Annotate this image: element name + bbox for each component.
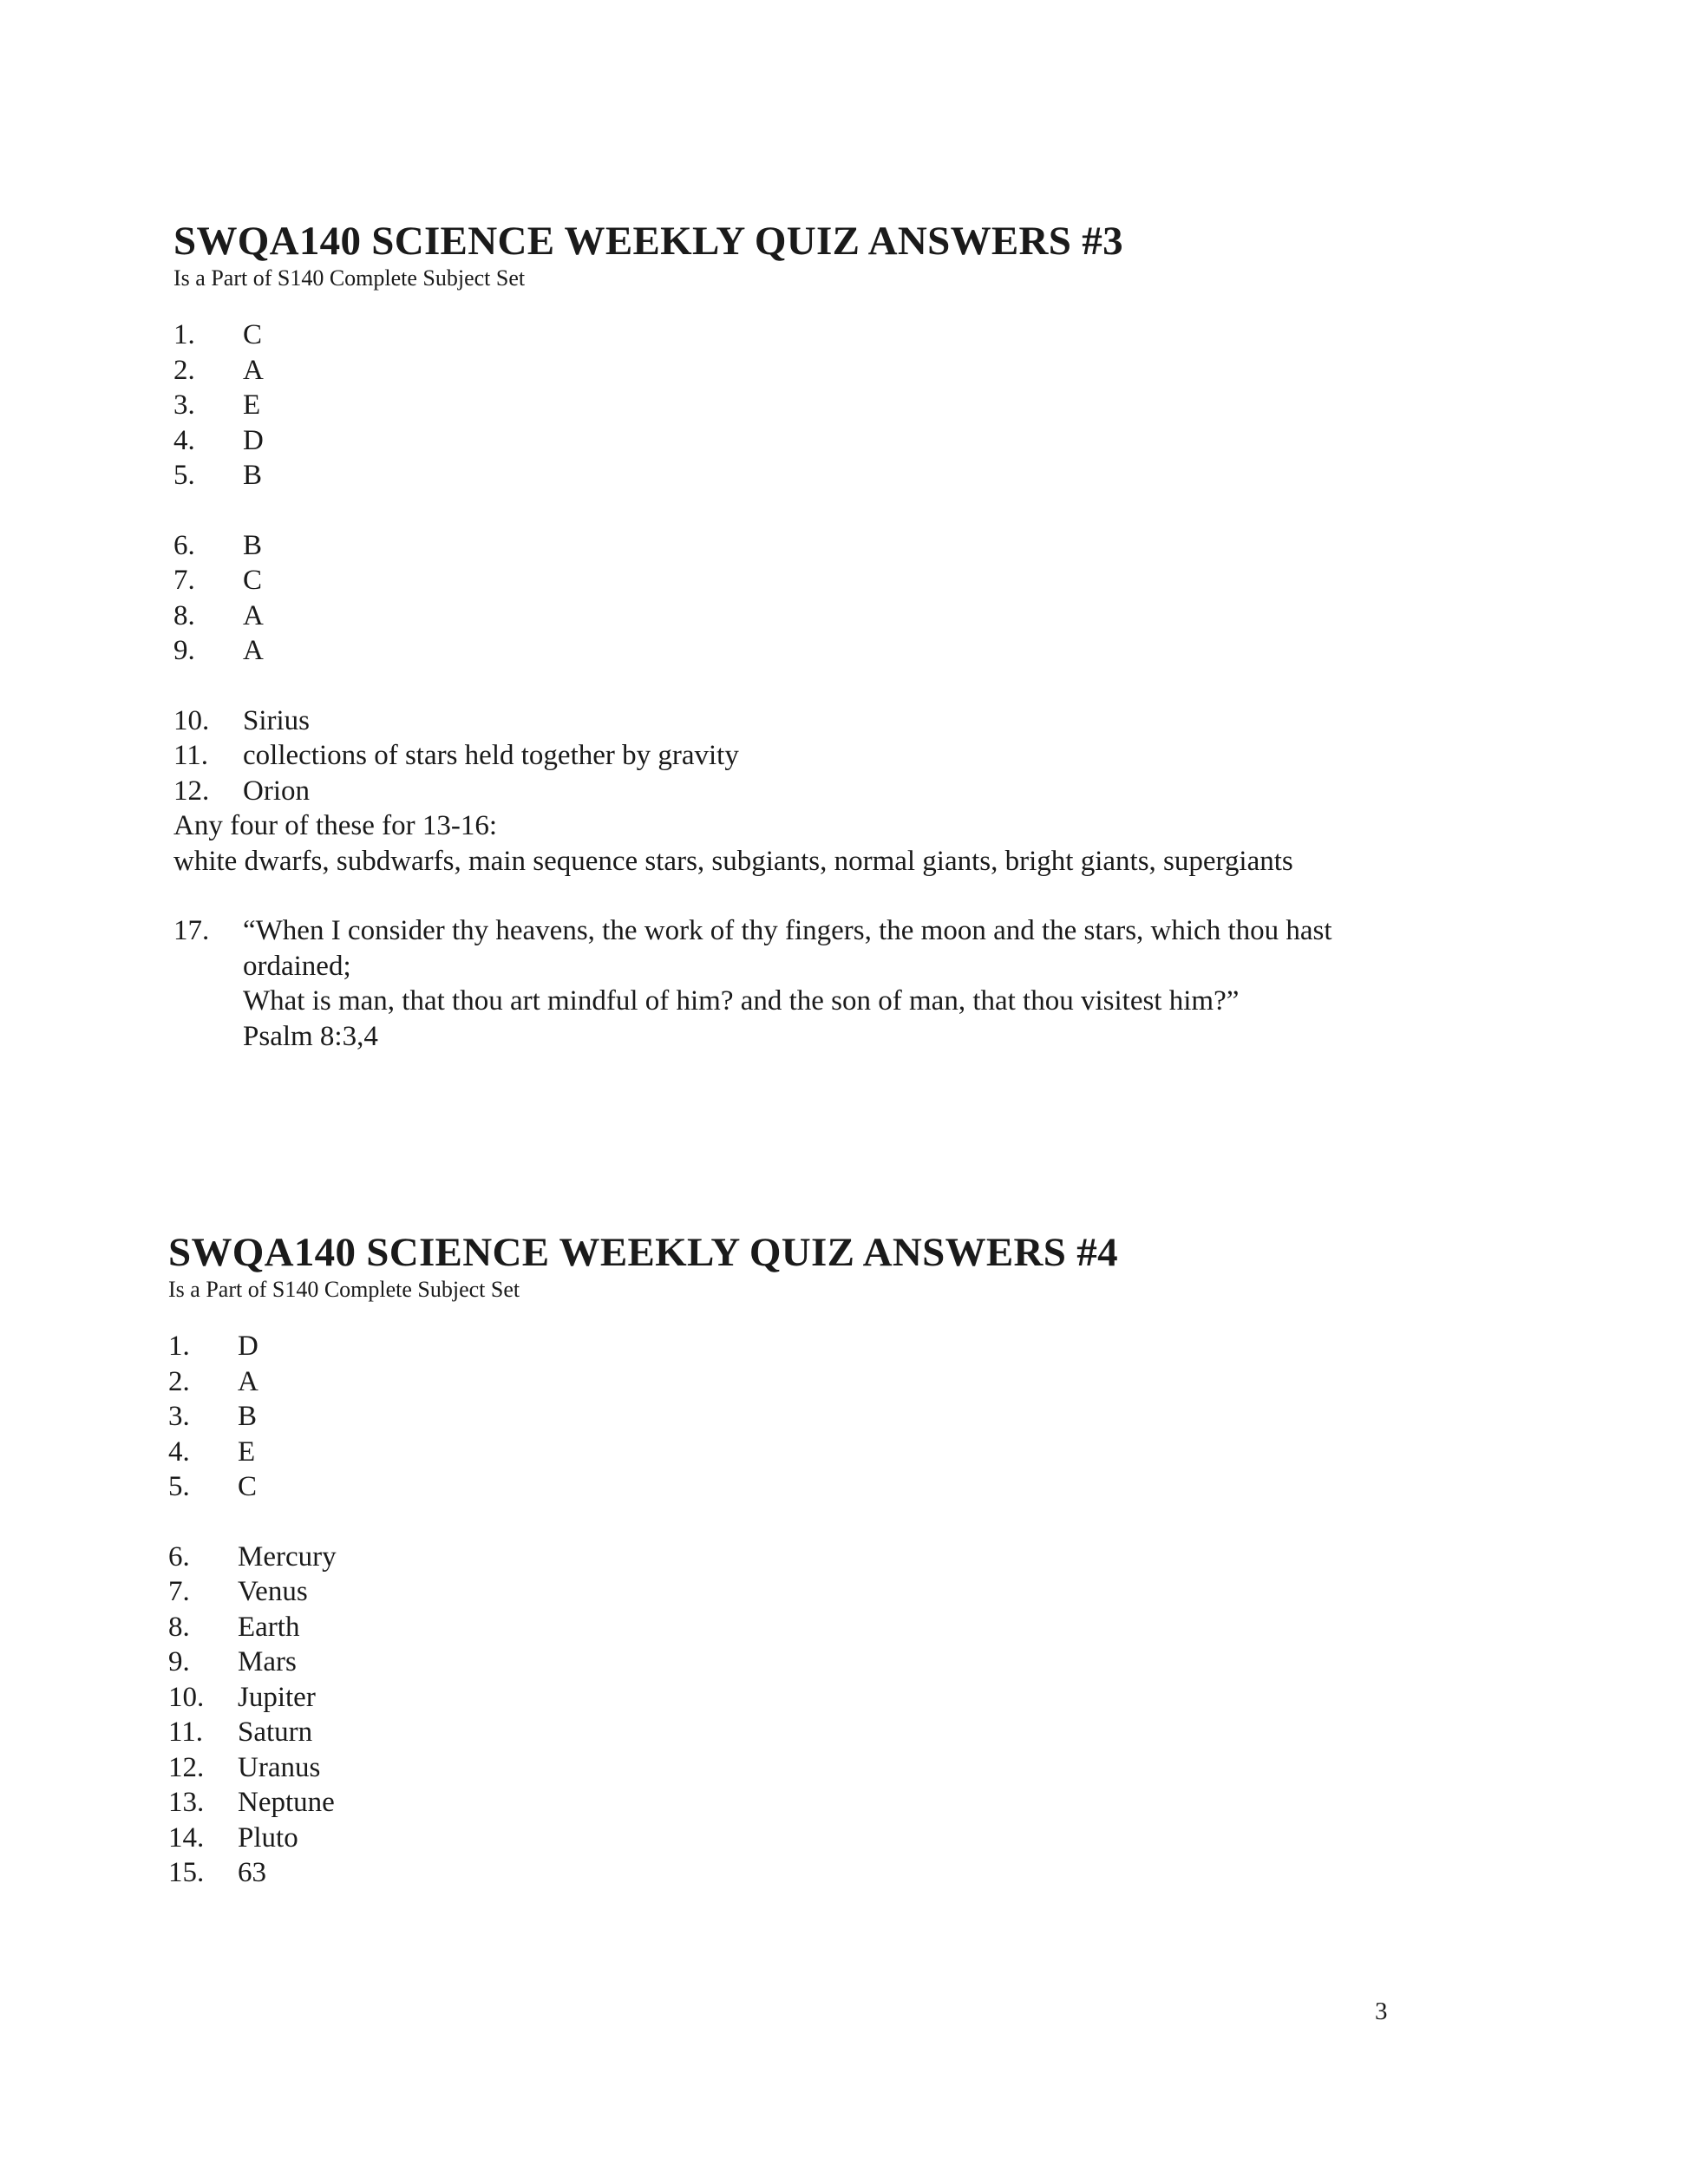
answer-row (173, 317, 1688, 353)
answer-number: 14. (168, 1821, 205, 1854)
answer-row (168, 1610, 1688, 1645)
answer-text: A (243, 599, 264, 631)
quiz-3-note: Any four of these for 13-16: (173, 810, 497, 841)
answer-number: 10. (173, 704, 210, 736)
quiz-3-answers-10-12 (173, 703, 1688, 809)
quote-line-2: What is man, that thou art mindful of him? and the son of man, that thou visitest him?” (243, 985, 1240, 1017)
answer-row (168, 1540, 1688, 1575)
page-number: 3 (1375, 1998, 1388, 2025)
answer-number: 7. (168, 1576, 190, 1607)
answer-number: 1. (173, 319, 195, 350)
quiz-3-subtitle: Is a Part of S140 Complete Subject Set (173, 265, 526, 291)
quiz-4-title: SWQA140 SCIENCE WEEKLY QUIZ ANSWERS #4 (168, 1230, 1118, 1275)
answer-text: Uranus (238, 1751, 321, 1783)
answer-row (173, 458, 1688, 494)
answer-number: 12. (168, 1751, 205, 1783)
answer-row (168, 1399, 1688, 1435)
answer-number: 5. (173, 460, 195, 491)
answer-row (168, 1715, 1688, 1750)
answer-row (168, 1680, 1688, 1716)
answer-row (173, 353, 1688, 389)
answer-row (168, 1329, 1688, 1364)
answer-number: 15. (168, 1857, 205, 1888)
answer-text: B (238, 1401, 258, 1432)
answer-text: Earth (238, 1611, 300, 1643)
answer-number: 6. (168, 1540, 190, 1573)
answer-text: Jupiter (238, 1681, 316, 1713)
quiz-4-section (0, 1228, 1688, 1891)
quiz-3-title: SWQA140 SCIENCE WEEKLY QUIZ ANSWERS #3 (173, 219, 1123, 264)
answer-number: 13. (168, 1787, 205, 1818)
quote-reference: Psalm 8:3,4 (243, 1020, 378, 1052)
quiz-4-answers-6-15 (168, 1540, 1688, 1891)
quiz-4-subtitle: Is a Part of S140 Complete Subject Set (168, 1277, 520, 1302)
answer-text: Neptune (238, 1787, 335, 1818)
answer-number: 3. (173, 389, 195, 421)
answer-number: 8. (168, 1611, 190, 1643)
answer-text: Pluto (238, 1821, 298, 1854)
answer-text: Venus (238, 1576, 308, 1607)
answer-row (168, 1435, 1688, 1470)
answer-text: C (243, 319, 263, 350)
answer-text: B (243, 460, 263, 491)
answer-number: 2. (173, 354, 195, 386)
answer-row (168, 1750, 1688, 1786)
quiz-3-question-17 (173, 913, 1688, 1054)
answer-text: Orion (243, 775, 310, 807)
answer-text: D (238, 1331, 258, 1362)
answer-number: 12. (173, 775, 210, 807)
quote-line-1: “When I consider thy heavens, the work of thy fingers, the moon and the stars, which thou hast ordained; (243, 915, 1332, 982)
answer-row (173, 703, 1688, 739)
answer-row (168, 1364, 1688, 1400)
answer-row (168, 1785, 1688, 1821)
answer-text: Mercury (238, 1540, 337, 1573)
answer-text: collections of stars held together by gravity (243, 740, 739, 771)
quiz-3-answers-1-5 (173, 317, 1688, 494)
answer-text: C (243, 565, 263, 596)
quiz-4-answers-1-5 (168, 1329, 1688, 1505)
answer-row (173, 563, 1688, 598)
answer-text: E (243, 389, 261, 421)
answer-row (173, 774, 1688, 809)
answer-number: 6. (173, 529, 195, 561)
answer-number: 17. (173, 915, 210, 946)
answer-row (173, 633, 1688, 669)
answer-row (173, 598, 1688, 634)
quiz-3-answers-6-9 (173, 528, 1688, 669)
answer-text: Mars (238, 1646, 297, 1677)
answer-text: A (243, 635, 264, 666)
answer-number: 9. (173, 635, 195, 666)
answer-text: E (238, 1435, 256, 1468)
quiz-3-section (0, 217, 1688, 1054)
answer-text: Saturn (238, 1716, 313, 1748)
answer-number: 5. (168, 1471, 190, 1502)
answer-number: 10. (168, 1681, 205, 1713)
answer-number: 11. (173, 740, 209, 771)
answer-row (173, 528, 1688, 564)
answer-text: B (243, 529, 263, 561)
answer-number: 2. (168, 1365, 190, 1397)
answer-row (168, 1574, 1688, 1610)
quiz-3-note-answer: white dwarfs, subdwarfs, main sequence stars, subgiants, normal giants, bright giants, supergiants (173, 845, 1293, 877)
scripture-quote (243, 913, 1353, 1054)
answer-text: A (243, 354, 264, 386)
answer-row (173, 388, 1688, 423)
answer-number: 11. (168, 1716, 204, 1748)
answer-number: 8. (173, 599, 195, 631)
answer-text: C (238, 1471, 258, 1502)
answer-text: D (243, 424, 264, 456)
answer-number: 1. (168, 1331, 190, 1362)
answer-number: 3. (168, 1401, 190, 1432)
answer-row (168, 1855, 1688, 1891)
answer-number: 7. (173, 565, 195, 596)
answer-number: 4. (168, 1435, 190, 1468)
answer-text: Sirius (243, 704, 311, 736)
answer-text: A (238, 1365, 258, 1397)
answer-row (173, 423, 1688, 459)
answer-row (173, 738, 1688, 774)
answer-text: 63 (238, 1857, 266, 1888)
answer-number: 9. (168, 1646, 190, 1677)
answer-row (168, 1821, 1688, 1856)
answer-number: 4. (173, 424, 195, 456)
answer-row (168, 1469, 1688, 1505)
answer-row (168, 1645, 1688, 1680)
